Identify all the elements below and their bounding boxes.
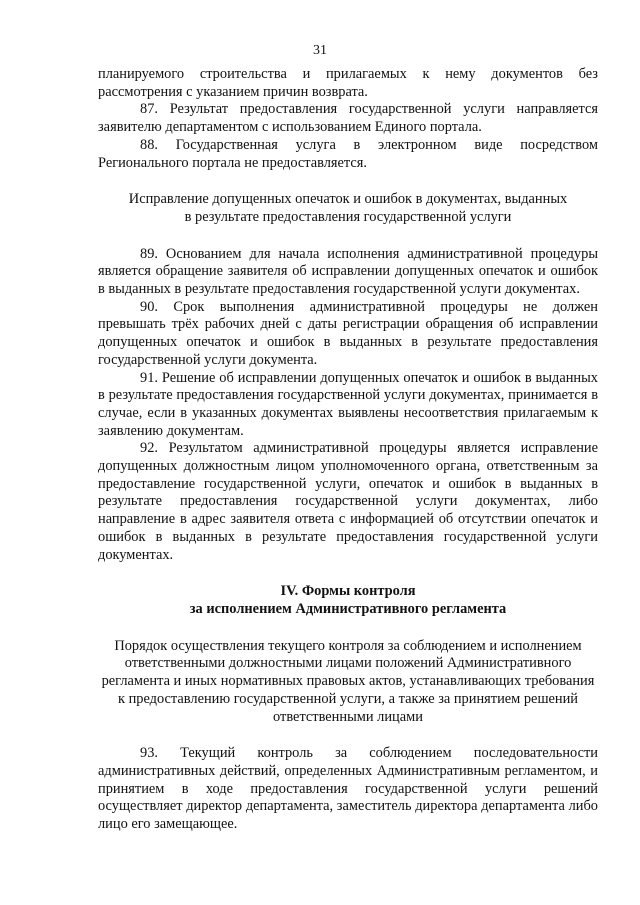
control-heading-line: к предоставлению государственной услуги, а также за принятием решений xyxy=(117,690,579,707)
section-heading-iv xyxy=(98,583,598,618)
paragraph-92: 92. Результатом административной процедуры является исправление допущенных должностным лицом уполномоченного органа, ответственным за предоставление государственной услуги, опечаток и ошибок в выданных в результате предоставления государственной услуги документах, либо направление в адрес заявителя ответа с информацией об отсутствии опечаток и ошибок в выданных в результате предоставления государственной услуги документах. xyxy=(98,440,598,563)
subsection-heading-line: Исправление допущенных опечаток и ошибок в документах, выданных xyxy=(128,191,568,208)
page-number: 31 xyxy=(313,43,327,58)
paragraph-93: 93. Текущий контроль за соблюдением последовательности административных действий, определенных Административным регламентом, и принятием в ходе предоставления государственной услуги решений осуществляет директор департамента, заместитель директора департамента либо лицо его замещающее. xyxy=(98,745,598,833)
control-heading-line: Порядок осуществления текущего контроля за соблюдением и исполнением xyxy=(114,637,582,654)
subsection-heading-line: в результате предоставления государственной услуги xyxy=(184,208,512,225)
subsection-heading-control xyxy=(98,638,598,727)
paragraph-88: 88. Государственная услуга в электронном виде посредством Регионального портала не предоставляется. xyxy=(98,136,598,171)
control-heading-line: ответственными должностными лицами положений Административного xyxy=(124,655,572,672)
paragraph-87: 87. Результат предоставления государственной услуги направляется заявителю департаментом с использованием Единого портала. xyxy=(98,101,598,136)
control-heading-line: ответственными лицами xyxy=(273,708,423,725)
paragraph-91: 91. Решение об исправлении допущенных опечаток и ошибок в выданных в результате предоставления государственной услуги документах, принимается в случае, если в указанных документах выявлены несоответствия прилагаемым к заявлению документам. xyxy=(98,369,598,439)
control-heading-line: регламента и иных нормативных правовых актов, устанавливающих требования xyxy=(101,673,595,690)
section-heading-line: IV. Формы контроля xyxy=(280,583,416,600)
document-body xyxy=(98,66,598,834)
paragraph-continuation: планируемого строительства и прилагаемых к нему документов без рассмотрения с указанием причин возврата. xyxy=(98,66,598,100)
section-heading-line: за исполнением Административного регламента xyxy=(189,600,507,617)
subsection-heading-corrections xyxy=(98,191,598,226)
paragraph-89: 89. Основанием для начала исполнения административной процедуры является обращение заявителя об исправлении допущенных опечаток и ошибок в выданных в результате предоставления государственной услуги документах. xyxy=(98,245,598,298)
paragraph-90: 90. Срок выполнения административной процедуры не должен превышать трёх рабочих дней с даты регистрации обращения об исправлении допущенных опечаток и ошибок в выданных в результате предоставления государственной услуги документа. xyxy=(98,298,598,368)
